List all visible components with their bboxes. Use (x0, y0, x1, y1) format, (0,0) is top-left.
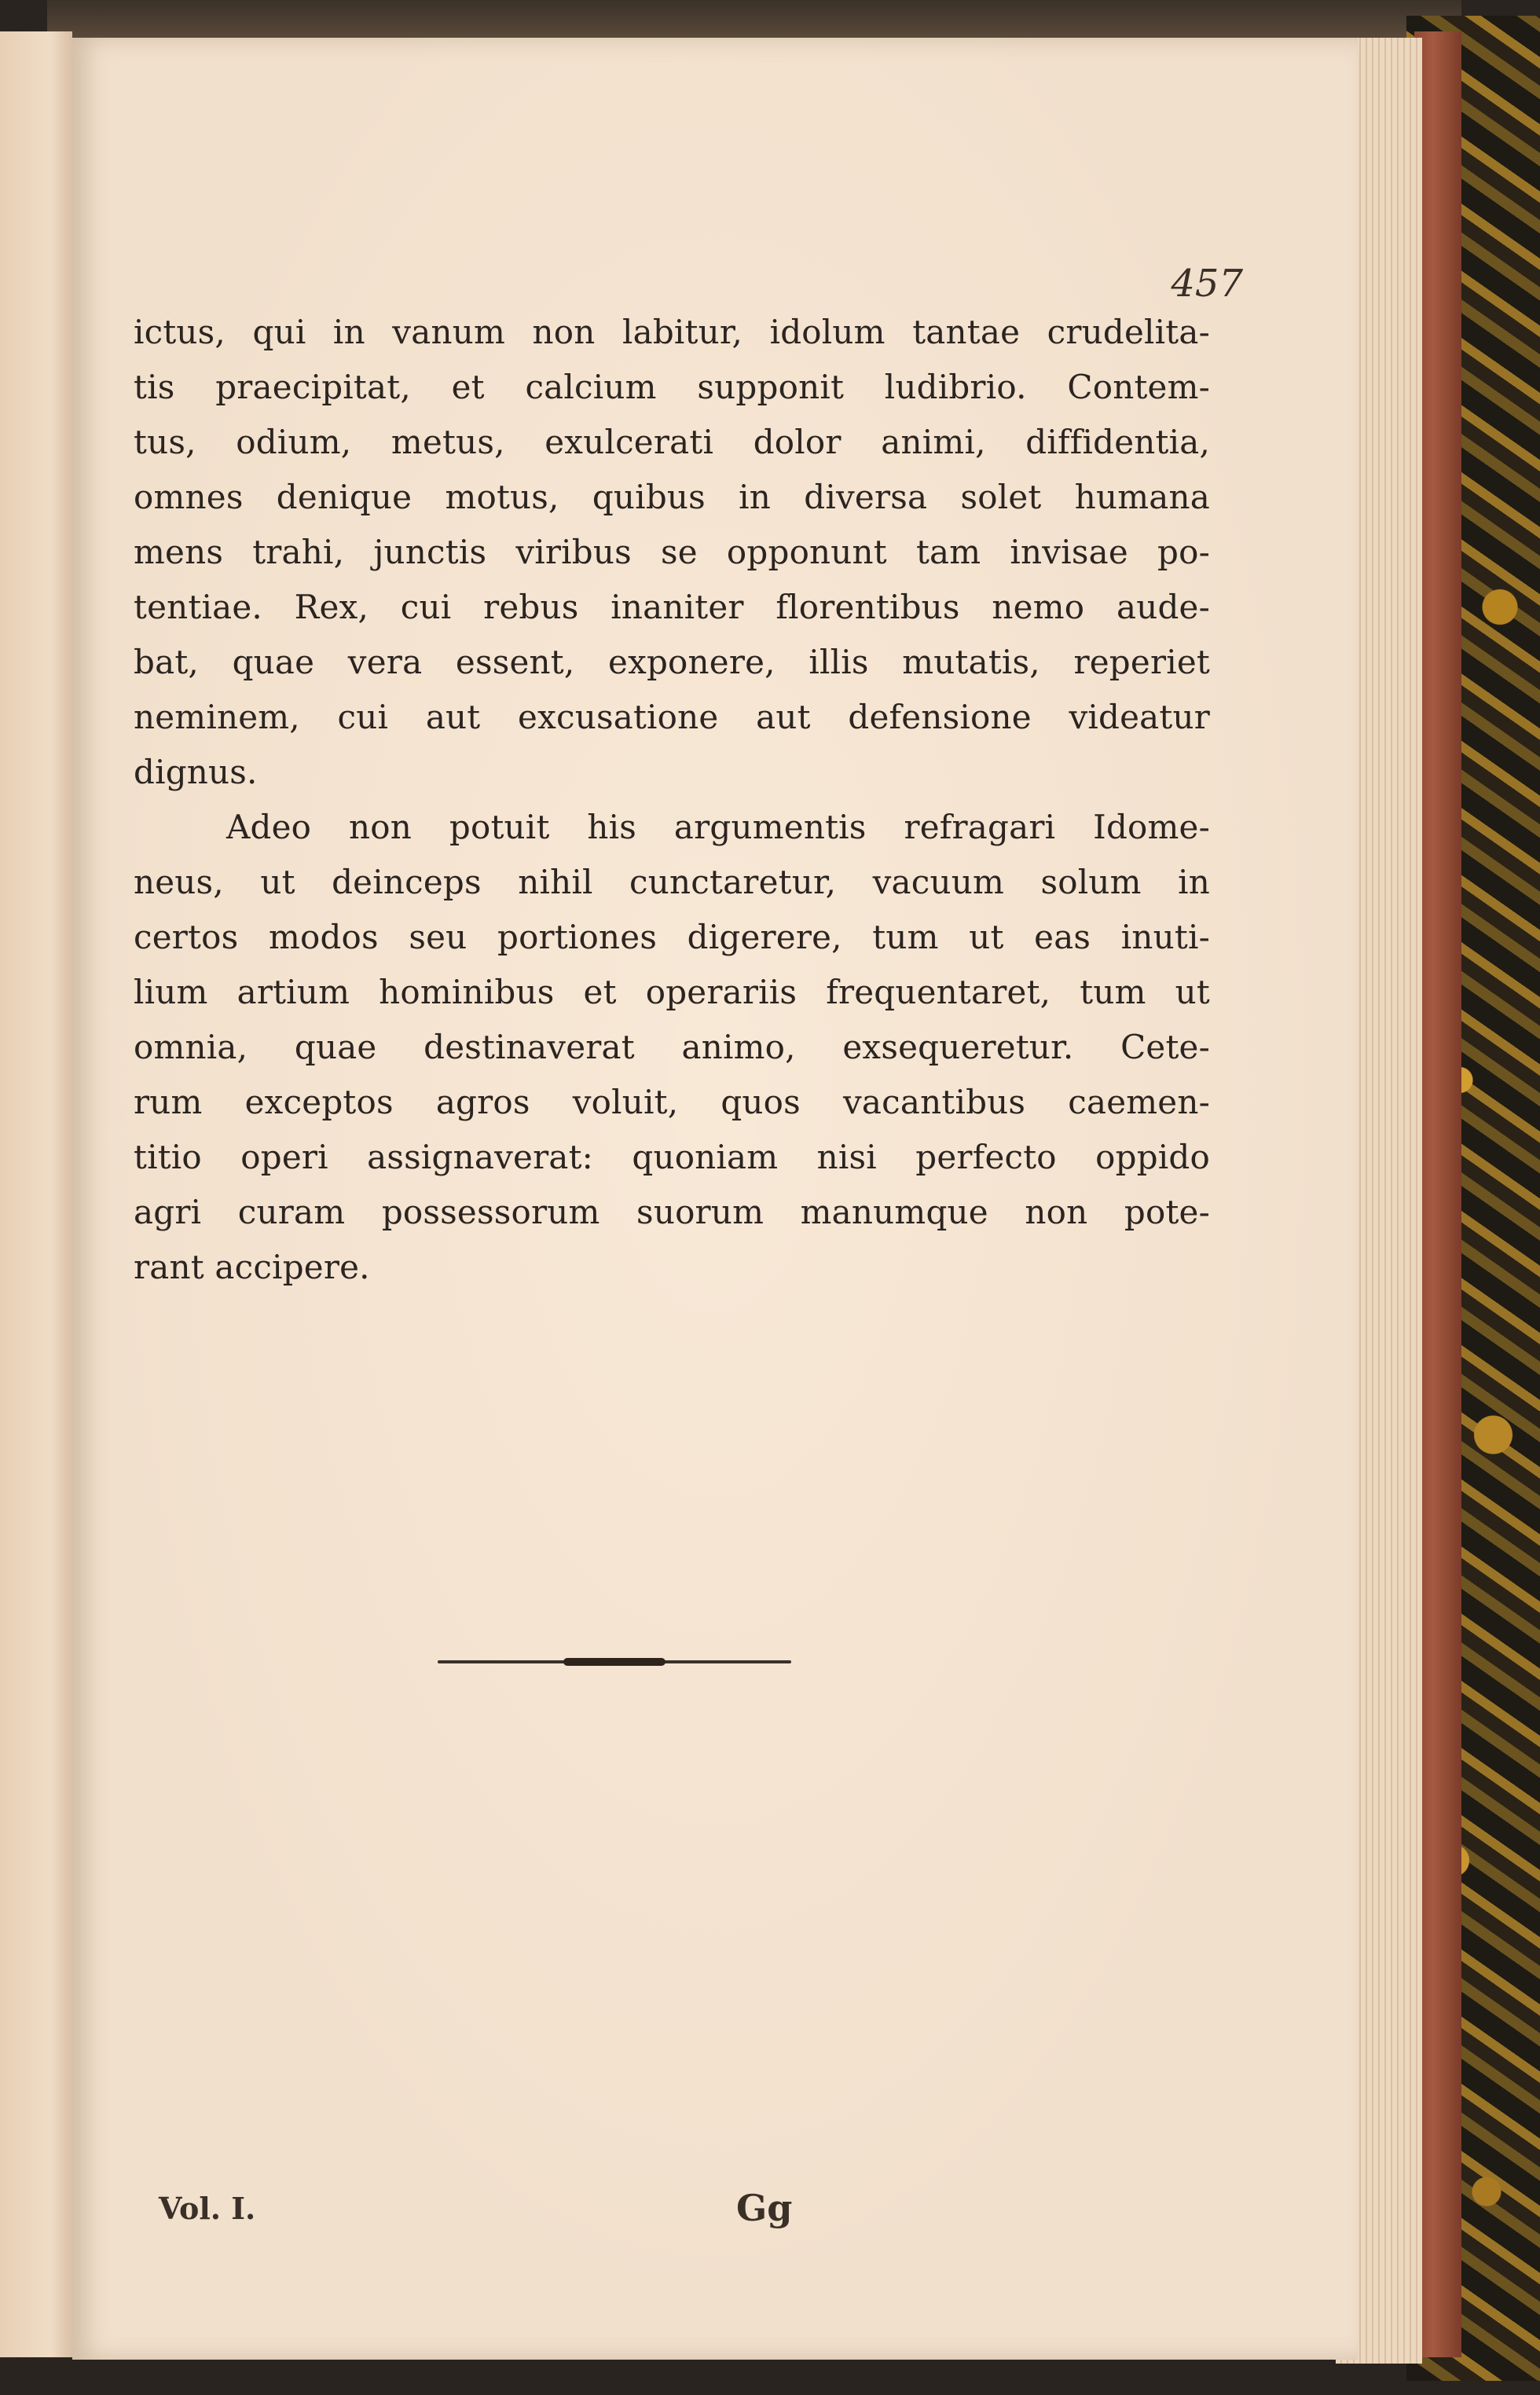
signature-mark: Gg (736, 2187, 793, 2229)
text-block (134, 305, 1210, 1295)
text-line: lium artium hominibus et operariis frequentaret, tum ut (134, 973, 1210, 1011)
book-page (72, 38, 1358, 2360)
text-line: neminem, cui aut excusatione aut defensione videatur (134, 698, 1210, 736)
text-line: rum exceptos agros voluit, quos vacantibus caemen- (134, 1083, 1210, 1121)
rule-ornament (563, 1658, 666, 1666)
ornamental-rule (438, 1658, 791, 1666)
text-line: tis praecipitat, et calcium supponit ludibrio. Contem- (134, 368, 1210, 406)
text-line: omnia, quae destinaverat animo, exsequeretur. Cete- (134, 1028, 1210, 1066)
text-line: tentiae. Rex, cui rebus inaniter florentibus nemo aude- (134, 588, 1210, 626)
paragraph-2 (134, 800, 1210, 1295)
text-line: mens trahi, junctis viribus se opponunt tam invisae po- (134, 533, 1210, 571)
facing-page-edge (0, 31, 72, 2357)
text-line: tus, odium, metus, exulcerati dolor animi, diffidentia, (134, 423, 1210, 461)
text-line: rant accipere. (134, 1248, 370, 1286)
text-line: dignus. (134, 753, 258, 791)
text-line: titio operi assignaverat: quoniam nisi perfecto oppido (134, 1138, 1210, 1176)
text-line: bat, quae vera essent, exponere, illis mutatis, reperiet (134, 643, 1210, 681)
text-line: ictus, qui in vanum non labitur, idolum tantae crudelita- (134, 313, 1210, 351)
text-line: Adeo non potuit his argumentis refragari Idome- (226, 808, 1210, 846)
text-line: neus, ut deinceps nihil cunctaretur, vacuum solum in (134, 863, 1210, 901)
book-top-edge (47, 0, 1461, 39)
page-number: 457 (1171, 262, 1243, 306)
paragraph-1 (134, 305, 1210, 800)
text-line: agri curam possessorum suorum manumque non pote- (134, 1193, 1210, 1231)
text-line: certos modos seu portiones digerere, tum ut eas inuti- (134, 918, 1210, 956)
volume-label: Vol. I. (159, 2191, 256, 2226)
text-line: omnes denique motus, quibus in diversa solet humana (134, 478, 1210, 516)
